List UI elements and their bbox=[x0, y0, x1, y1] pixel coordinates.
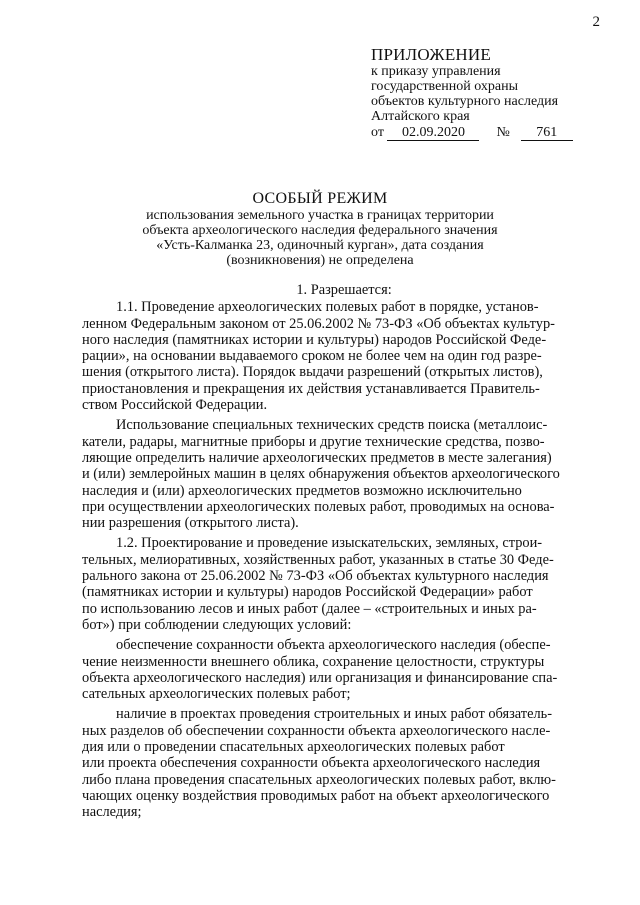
appendix-block bbox=[371, 46, 611, 141]
paragraph-1-2: 1.2. Проектирование и проведение изыскательских, земляных, строи- тельных, мелиоративных, хозяйственных работ, указанных в статье 30 Феде- рального закона от 25.06.2002 № 73-ФЗ «Об объектах культурного наследия (памятниках истории и культуры) народов Российской Федерации» работ по использованию лесов и иных работ (далее – «строительных и иных ра- бот») при соблюдении следующих условий: bbox=[82, 535, 554, 633]
number-sign: № bbox=[496, 125, 510, 140]
title-main: ОСОБЫЙ РЕЖИМ bbox=[252, 190, 388, 207]
order-number: 761 bbox=[521, 126, 573, 141]
appendix-line: Алтайского края bbox=[371, 109, 470, 124]
appendix-line: объектов культурного наследия bbox=[371, 94, 559, 109]
section-heading: 1. Разрешается: bbox=[296, 282, 392, 298]
order-date: 02.09.2020 bbox=[387, 126, 479, 141]
page-number: 2 bbox=[592, 14, 600, 30]
title-line: (возникновения) не определена bbox=[226, 253, 414, 268]
paragraph-1-1: 1.1. Проведение археологических полевых работ в порядке, установ- ленном Федеральным законом от 25.06.2002 № 73-ФЗ «Об объектах культур- ного наследия (памятниках истории и культуры) народов Российской Феде- рации», на основании выдаваемого сроком не более чем на один год разре- шения (открытого листа). Порядок выдачи разрешений (открытых листов), приостановления и прекращения их действия устанавливается Правитель- ством Российской Федерации. bbox=[82, 299, 555, 414]
appendix-title: ПРИЛОЖЕНИЕ bbox=[371, 45, 491, 64]
appendix-line: к приказу управления bbox=[371, 64, 501, 79]
document-body bbox=[82, 282, 606, 825]
document-title bbox=[90, 190, 550, 268]
paragraph-technical-means: Использование специальных технических средств поиска (металлоис- катели, радары, магнитные приборы и другие технические средства, позво- ляющие определить наличие археологических предметов в месте залегания) и (или) землеройных машин в целях обнаружения объектов археологического наследия и (или) археологических предметов возможно исключительно при осуществлении археологических полевых работ, проводимых на основа- нии разрешения (открытого листа). bbox=[82, 417, 560, 532]
paragraph-condition-preservation: обеспечение сохранности объекта археологического наследия (обеспе- чение неизменности внешнего облика, сохранение целостности, структуры объекта археологического наследия) или организация и финансирование спа- сательных археологических полевых работ; bbox=[82, 637, 558, 703]
order-signature-line bbox=[371, 125, 611, 141]
paragraph-condition-projects: наличие в проектах проведения строительных и иных работ обязатель- ных разделов об обеспечении сохранности объекта археологического насле- дия или о проведении спасательных археологических полевых работ или проекта обеспечения сохранности объекта археологического наследия либо плана проведения спасательных археологических полевых работ, вклю- чающих оценку воздействия проводимых работ на объект археологического наследия; bbox=[82, 706, 556, 821]
title-line: «Усть-Калманка 23, одиночный курган», дата создания bbox=[156, 238, 484, 253]
appendix-line: государственной охраны bbox=[371, 79, 519, 94]
title-line: использования земельного участка в границах территории bbox=[146, 208, 494, 223]
title-line: объекта археологического наследия федерального значения bbox=[142, 223, 498, 238]
date-prefix: от bbox=[371, 125, 384, 140]
